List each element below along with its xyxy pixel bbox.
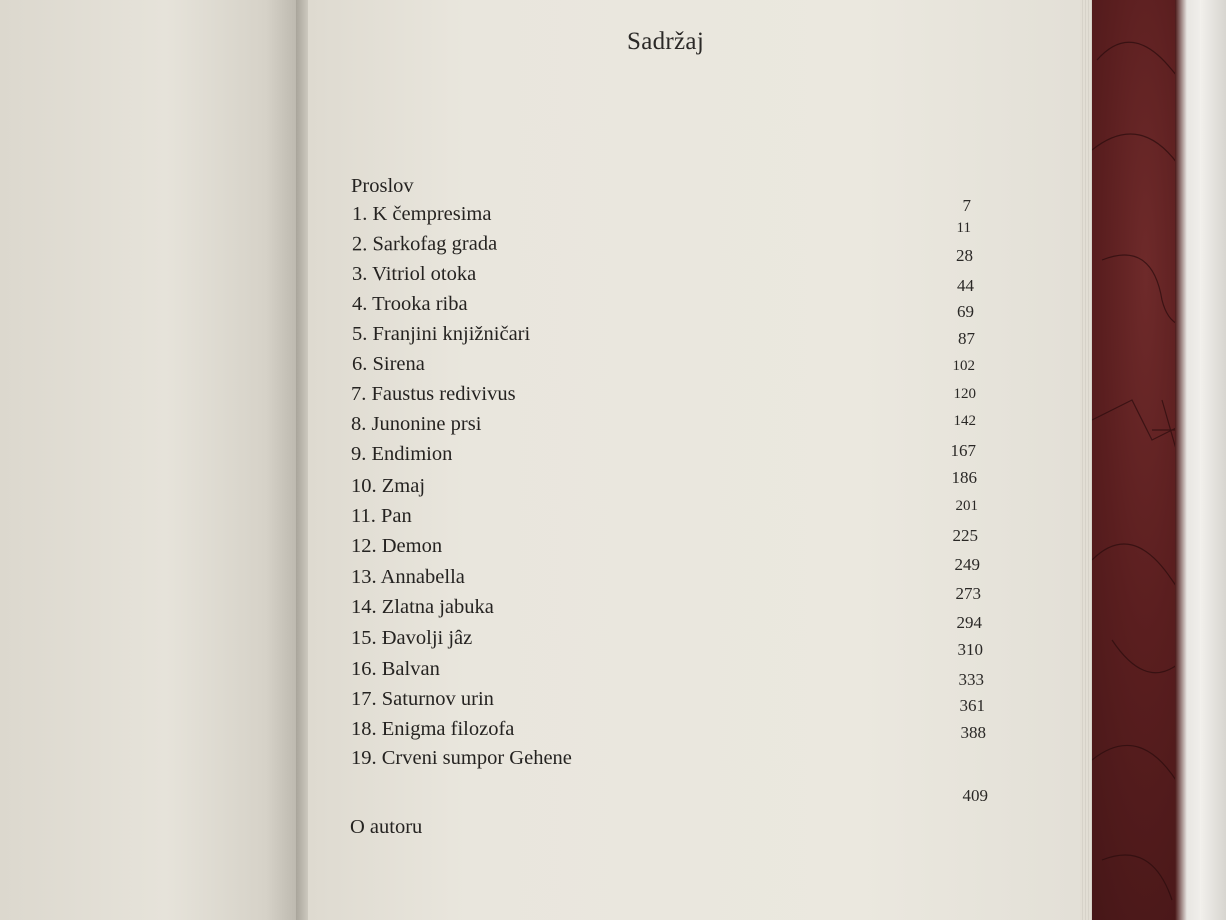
toc-page-5: 69: [957, 302, 974, 321]
toc-chapter-8: 8. Junonine prsi: [351, 413, 482, 435]
toc-page-21: 409: [962, 786, 988, 805]
left-page: [0, 0, 302, 920]
cover-edge: [1200, 0, 1226, 920]
toc-page-19: 361: [959, 696, 985, 715]
toc-page-3: 28: [956, 246, 973, 265]
toc-chapter-19: 19. Crveni sumpor Gehene: [351, 747, 572, 769]
toc-about-author: O autoru: [350, 816, 423, 838]
toc-chapter-13: 13. Annabella: [351, 566, 465, 588]
toc-chapter-1: 1. K čempresima: [352, 203, 492, 225]
toc-chapter-9: 9. Endimion: [351, 443, 453, 465]
toc-chapter-5: 5. Franjini knjižničari: [352, 323, 531, 345]
toc-page-11: 186: [951, 468, 977, 487]
toc-chapter-14: 14. Zlatna jabuka: [351, 596, 494, 618]
toc-chapter-15: 15. Đavolji jâz: [351, 627, 473, 649]
toc-prologue: Proslov: [351, 175, 414, 197]
toc-page-17: 310: [957, 640, 983, 659]
toc-page-20: 388: [960, 723, 986, 742]
toc-page-6: 87: [958, 329, 975, 348]
toc-chapter-10: 10. Zmaj: [351, 475, 426, 497]
toc-page-18: 333: [958, 670, 984, 689]
toc-page-15: 273: [955, 584, 981, 603]
toc-chapter-12: 12. Demon: [351, 535, 443, 557]
toc-chapter-18: 18. Enigma filozofa: [351, 718, 515, 740]
page-title: Sadržaj: [627, 28, 705, 55]
toc-chapter-2: 2. Sarkofag grada: [351, 232, 498, 256]
toc-page-4: 44: [957, 276, 974, 295]
toc-page-1: 7: [962, 196, 971, 215]
toc-page-16: 294: [956, 613, 982, 632]
toc-page-14: 249: [954, 555, 980, 574]
toc-page-2: 11: [956, 220, 971, 236]
toc-page-12: 201: [955, 498, 978, 514]
toc-page-13: 225: [952, 526, 978, 545]
toc-page-9: 142: [953, 413, 976, 429]
toc-chapter-11: 11. Pan: [351, 505, 412, 527]
toc-chapter-17: 17. Saturnov urin: [351, 688, 494, 710]
toc-chapter-6: 6. Sirena: [352, 353, 425, 375]
toc-chapter-3: 3. Vitriol otoka: [352, 263, 477, 285]
toc-page-7: 102: [952, 358, 975, 374]
toc-page-10: 167: [950, 441, 976, 460]
toc-chapter-16: 16. Balvan: [351, 658, 440, 680]
toc-page-8: 120: [953, 386, 976, 402]
toc-chapter-7: 7. Faustus redivivus: [351, 383, 516, 405]
toc-chapter-4: 4. Trooka riba: [352, 293, 468, 315]
